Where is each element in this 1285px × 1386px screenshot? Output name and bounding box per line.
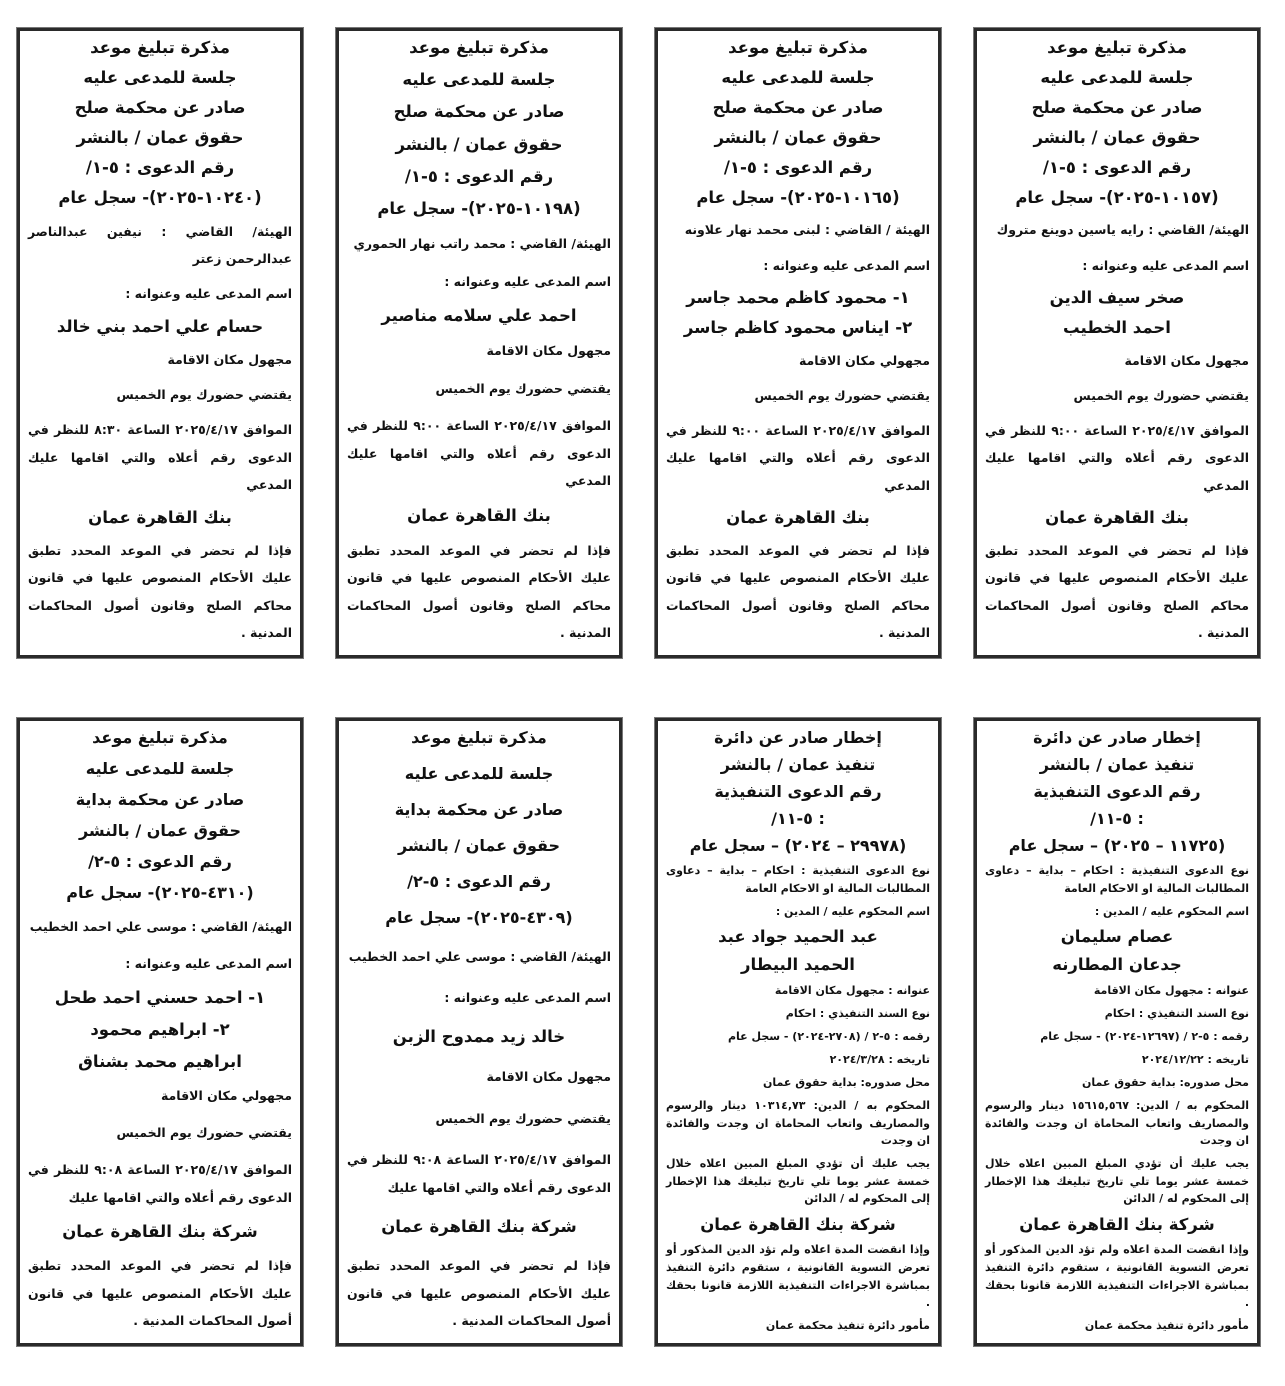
notice-heading: (١٠١٦٥-٢٠٢٥)- سجل عام [696,187,900,207]
notice-text: رقمه : ٥-٢ / (١٢٦٩٧-٢٠٢٤) - سجل عام [1040,1029,1249,1043]
notice-text: اسم المدعى عليه وعنوانه : [1082,257,1249,273]
notice-heading: صادر عن محكمة بداية [75,790,245,810]
notice-heading: إخطار صادر عن دائرة [714,728,882,747]
party-name: ١- احمد حسني احمد طحل [54,988,266,1008]
party-name: شركة بنك القاهرة عمان [700,1214,896,1234]
notice-text: اسم المدعى عليه وعنوانه : [125,956,292,972]
notice-heading: مذكرة تبليغ موعد [1047,38,1187,57]
notice-heading: مذكرة تبليغ موعد [90,38,230,57]
notice-text: يجب عليك أن تؤدي المبلغ المبين اعلاه خلال خمسة عشر يوما تلي تاريخ تبليغك هذا الإخطار إلى المحكوم له / الدائن [985,1157,1249,1206]
notice-text: الموافق ٢٠٢٥/٤/١٧ الساعة ٩:٠٨ للنظر في الدعوى رقم أعلاه والتي اقامها عليك [347,1152,611,1195]
notice-heading: جلسة للمدعى عليه [402,70,556,90]
notice-heading: جلسة للمدعى عليه [404,763,554,783]
party-name: عصام سليمان [1060,927,1174,947]
party-name: ابراهيم محمد بشناق [78,1051,242,1071]
party-name: بنك القاهرة عمان [88,507,232,527]
notice-text: عنوانه : مجهول مكان الاقامة [1093,983,1249,997]
notice-text: الهيئة/ القاضي : رايه ياسين دوينع متروك [996,222,1249,238]
notice-heading: تنفيذ عمان / بالنشر [1039,755,1195,775]
notice-heading: صادر عن محكمة صلح [393,102,565,122]
notice-text: مأمور دائرة تنفيذ محكمة عمان [1084,1319,1249,1333]
notice-heading: رقم الدعوى التنفيذية [714,782,882,802]
notice-text: مجهولي مكان الاقامة [798,352,930,368]
notice-heading: (١٠١٩٨-٢٠٢٥)- سجل عام [377,199,581,219]
notice-heading: رقم الدعوى : ٥-١/ [404,166,554,186]
notice-heading: تنفيذ عمان / بالنشر [720,755,876,775]
notice-text: الموافق ٢٠٢٥/٤/١٧ الساعة ٩:٠٨ للنظر في الدعوى رقم أعلاه والتي اقامها عليك [28,1162,292,1205]
notice-text: نوع الدعوى التنفيذية : احكام – بداية – دعاوى المطالبات المالية او الاحكام العامة [985,864,1249,895]
party-name: بنك القاهرة عمان [726,507,870,527]
notice-box [655,28,941,658]
notice-text: المحكوم به / الدين: ١٥٦١٥,٥٦٧ دينار والرسوم والمصاريف واتعاب المحاماة ان وجدت والفائدة ان وجدت [985,1099,1249,1148]
notice-heading: مذكرة تبليغ موعد [409,38,549,57]
notice-text: يقتضي حضورك يوم الخميس [435,380,611,396]
notice-heading: (١١٧٢٥ – ٢٠٢٥) – سجل عام [1008,836,1226,856]
notice-heading: رقم الدعوى : ٥-٢/ [407,871,551,891]
notice-heading: : ٥-١١/ [771,809,825,829]
party-name: ٢- ابراهيم محمود [90,1019,230,1039]
notice-box [336,28,622,658]
notice-text: نوع السند التنفيذي : احكام [1104,1006,1249,1020]
notice-heading: جلسة للمدعى عليه [83,68,237,88]
notice-heading: جلسة للمدعى عليه [721,67,875,87]
notice-heading: جلسة للمدعى عليه [1040,67,1194,87]
party-name: بنك القاهرة عمان [1045,507,1189,527]
notice-box [974,28,1260,658]
party-name: شركة بنك القاهرة عمان [381,1216,577,1236]
notice-heading: حقوق عمان / بالنشر [1033,127,1201,147]
notice-text: اسم المدعى عليه وعنوانه : [444,990,611,1006]
notice-text: يقتضي حضورك يوم الخميس [435,1110,611,1126]
party-name: جدعان المطارنه [1052,954,1182,974]
party-name: شركة بنك القاهرة عمان [62,1221,258,1241]
notice-text: الموافق ٢٠٢٥/٤/١٧ الساعة ٩:٠٠ للنظر في الدعوى رقم أعلاه والتي اقامها عليك المدعي [666,422,930,493]
notice-text: تاريخه : ٢٠٢٤/١٢/٢٢ [1141,1052,1249,1066]
notice-heading: (٤٣١٠-٢٠٢٥)- سجل عام [66,883,254,903]
notice-heading: صادر عن محكمة صلح [712,97,884,117]
notice-text: المحكوم به / الدين: ١٠٣١٤,٧٣ دينار والرسوم والمصاريف واتعاب المحاماة ان وجدت والفائدة ان وجدت [666,1099,930,1148]
notice-text: اسم المدعى عليه وعنوانه : [125,286,292,302]
notice-text: الهيئة/ القاضي : نيفين عبدالناصر عبدالرحمن زعتر [28,223,292,267]
notice-text: مجهولي مكان الاقامة [160,1088,292,1104]
notice-heading: (٢٩٩٧٨ – ٢٠٢٤) – سجل عام [689,836,907,856]
notice-text: اسم المحكوم عليه / المدين : [1094,905,1249,919]
party-name: شركة بنك القاهرة عمان [1019,1214,1215,1234]
notice-heading: مذكرة تبليغ موعد [411,728,547,747]
party-name: الحميد البيطار [741,954,855,974]
notice-heading: جلسة للمدعى عليه [85,759,235,779]
notice-text: وإذا انقضت المدة اعلاه ولم تؤد الدين المذكور أو تعرض التسوية القانونية ، ستقوم دائرة التنفيذ بمباشرة الاجراءات التنفيذية اللازمة قانونا بحقك . [666,1243,930,1310]
notice-text: مأمور دائرة تنفيذ محكمة عمان [765,1319,930,1333]
notice-text: يجب عليك أن تؤدي المبلغ المبين اعلاه خلال خمسة عشر يوما تلي تاريخ تبليغك هذا الإخطار إلى المحكوم له / الدائن [666,1157,930,1206]
notice-heading: رقم الدعوى : ٥-١/ [85,158,235,178]
notice-text: فإذا لم تحضر في الموعد المحدد تطبق عليك الأحكام المنصوص عليها في قانون محاكم الصلح وقانون أصول المحاكمات المدنية . [28,542,292,641]
party-name: عبد الحميد جواد عبد [718,927,878,947]
notice-text: الموافق ٢٠٢٥/٤/١٧ الساعة ٩:٠٠ للنظر في الدعوى رقم أعلاه والتي اقامها عليك المدعي [347,418,611,489]
notice-heading: حقوق عمان / بالنشر [395,134,563,154]
notice-text: يقتضي حضورك يوم الخميس [1073,387,1249,403]
notice-box [336,718,622,1346]
notice-heading: (١٠٢٤٠-٢٠٢٥)- سجل عام [58,188,262,208]
party-name: حسام علي احمد بني خالد [56,316,264,336]
notice-text: رقمه : ٥-٢ / (٢٧٠٨-٢٠٢٤) - سجل عام [727,1029,930,1043]
notice-heading: مذكرة تبليغ موعد [92,728,228,747]
notice-text: محل صدوره: بداية حقوق عمان [1082,1075,1249,1089]
notice-heading: صادر عن محكمة صلح [1031,97,1203,117]
notice-heading: رقم الدعوى : ٥-١/ [723,157,873,177]
notice-box [974,718,1260,1346]
notice-text: يقتضي حضورك يوم الخميس [754,387,930,403]
party-name: خالد زيد ممدوح الزبن [392,1027,566,1047]
notice-box [17,28,303,658]
notice-heading: حقوق عمان / بالنشر [714,127,882,147]
notice-text: اسم المحكوم عليه / المدين : [775,905,930,919]
notice-text: الهيئة / القاضي : لبنى محمد نهار علاونه [684,222,930,238]
notice-text: الهيئة/ القاضي : موسى علي احمد الخطيب [348,948,611,964]
party-name: ١- محمود كاظم محمد جاسر [686,287,910,307]
notice-text: نوع الدعوى التنفيذية : احكام – بداية – دعاوى المطالبات المالية او الاحكام العامة [666,864,930,895]
party-name: احمد الخطيب [1063,317,1171,337]
party-name: صخر سيف الدين [1049,287,1185,307]
notice-text: فإذا لم تحضر في الموعد المحدد تطبق عليك الأحكام المنصوص عليها في قانون محاكم الصلح وقانون أصول المحاكمات المدنية . [666,542,930,641]
notice-heading: إخطار صادر عن دائرة [1033,728,1201,747]
notice-heading: (٤٣٠٩-٢٠٢٥)- سجل عام [385,907,573,927]
notice-heading: حقوق عمان / بالنشر [76,128,244,148]
notice-text: فإذا لم تحضر في الموعد المحدد تطبق عليك الأحكام المنصوص عليها في قانون محاكم الصلح وقانون أصول المحاكمات المدنية . [347,542,611,641]
notice-heading: رقم الدعوى : ٥-٢/ [88,852,232,872]
notice-heading: (١٠١٥٧-٢٠٢٥)- سجل عام [1015,187,1219,207]
notice-text: مجهول مكان الاقامة [486,1068,611,1084]
notice-text: تاريخه : ٢٠٢٤/٣/٢٨ [829,1052,930,1066]
notice-text: الهيئة/ القاضي : موسى علي احمد الخطيب [29,919,292,935]
notice-heading: حقوق عمان / بالنشر [397,835,561,855]
notice-text: مجهول مكان الاقامة [167,351,292,367]
notice-text: نوع السند التنفيذي : احكام [785,1006,930,1020]
party-name: احمد علي سلامه مناصير [381,306,577,326]
notice-text: الموافق ٢٠٢٥/٤/١٧ الساعة ٩:٠٠ للنظر في الدعوى رقم أعلاه والتي اقامها عليك المدعي [985,422,1249,493]
notice-heading: صادر عن محكمة صلح [74,98,246,118]
notice-text: فإذا لم تحضر في الموعد المحدد تطبق عليك الأحكام المنصوص عليها في قانون أصول المحاكمات المدنية . [347,1258,611,1329]
notice-heading: صادر عن محكمة بداية [394,799,564,819]
notice-text: فإذا لم تحضر في الموعد المحدد تطبق عليك الأحكام المنصوص عليها في قانون محاكم الصلح وقانون أصول المحاكمات المدنية . [985,542,1249,641]
notice-text: محل صدوره: بداية حقوق عمان [763,1075,930,1089]
notice-text: مجهول مكان الاقامة [1124,352,1249,368]
notice-text: الموافق ٢٠٢٥/٤/١٧ الساعة ٨:٣٠ للنظر في الدعوى رقم أعلاه والتي اقامها عليك المدعي [28,422,292,493]
notice-box [655,718,941,1346]
notice-text: وإذا انقضت المدة اعلاه ولم تؤد الدين المذكور أو تعرض التسوية القانونية ، ستقوم دائرة التنفيذ بمباشرة الاجراءات التنفيذية اللازمة قانونا بحقك . [985,1243,1249,1310]
notice-heading: حقوق عمان / بالنشر [78,821,242,841]
party-name: ٢- ايناس محمود كاظم جاسر [683,317,913,337]
notice-text: الهيئة/ القاضي : محمد راتب نهار الحموري [353,236,611,252]
notice-text: مجهول مكان الاقامة [486,343,611,359]
notice-heading: : ٥-١١/ [1090,809,1144,829]
notice-text: يقتضي حضورك يوم الخميس [116,387,292,403]
notice-box [17,718,303,1346]
notice-heading: رقم الدعوى : ٥-١/ [1042,157,1192,177]
notice-heading: رقم الدعوى التنفيذية [1033,782,1201,802]
notice-text: فإذا لم تحضر في الموعد المحدد تطبق عليك الأحكام المنصوص عليها في قانون أصول المحاكمات المدنية . [28,1258,292,1329]
notice-text: يقتضي حضورك يوم الخميس [116,1125,292,1141]
party-name: بنك القاهرة عمان [407,505,551,525]
notice-heading: مذكرة تبليغ موعد [728,38,868,57]
notice-text: عنوانه : مجهول مكان الاقامة [774,983,930,997]
notice-text: اسم المدعى عليه وعنوانه : [444,273,611,289]
notice-text: اسم المدعى عليه وعنوانه : [763,257,930,273]
